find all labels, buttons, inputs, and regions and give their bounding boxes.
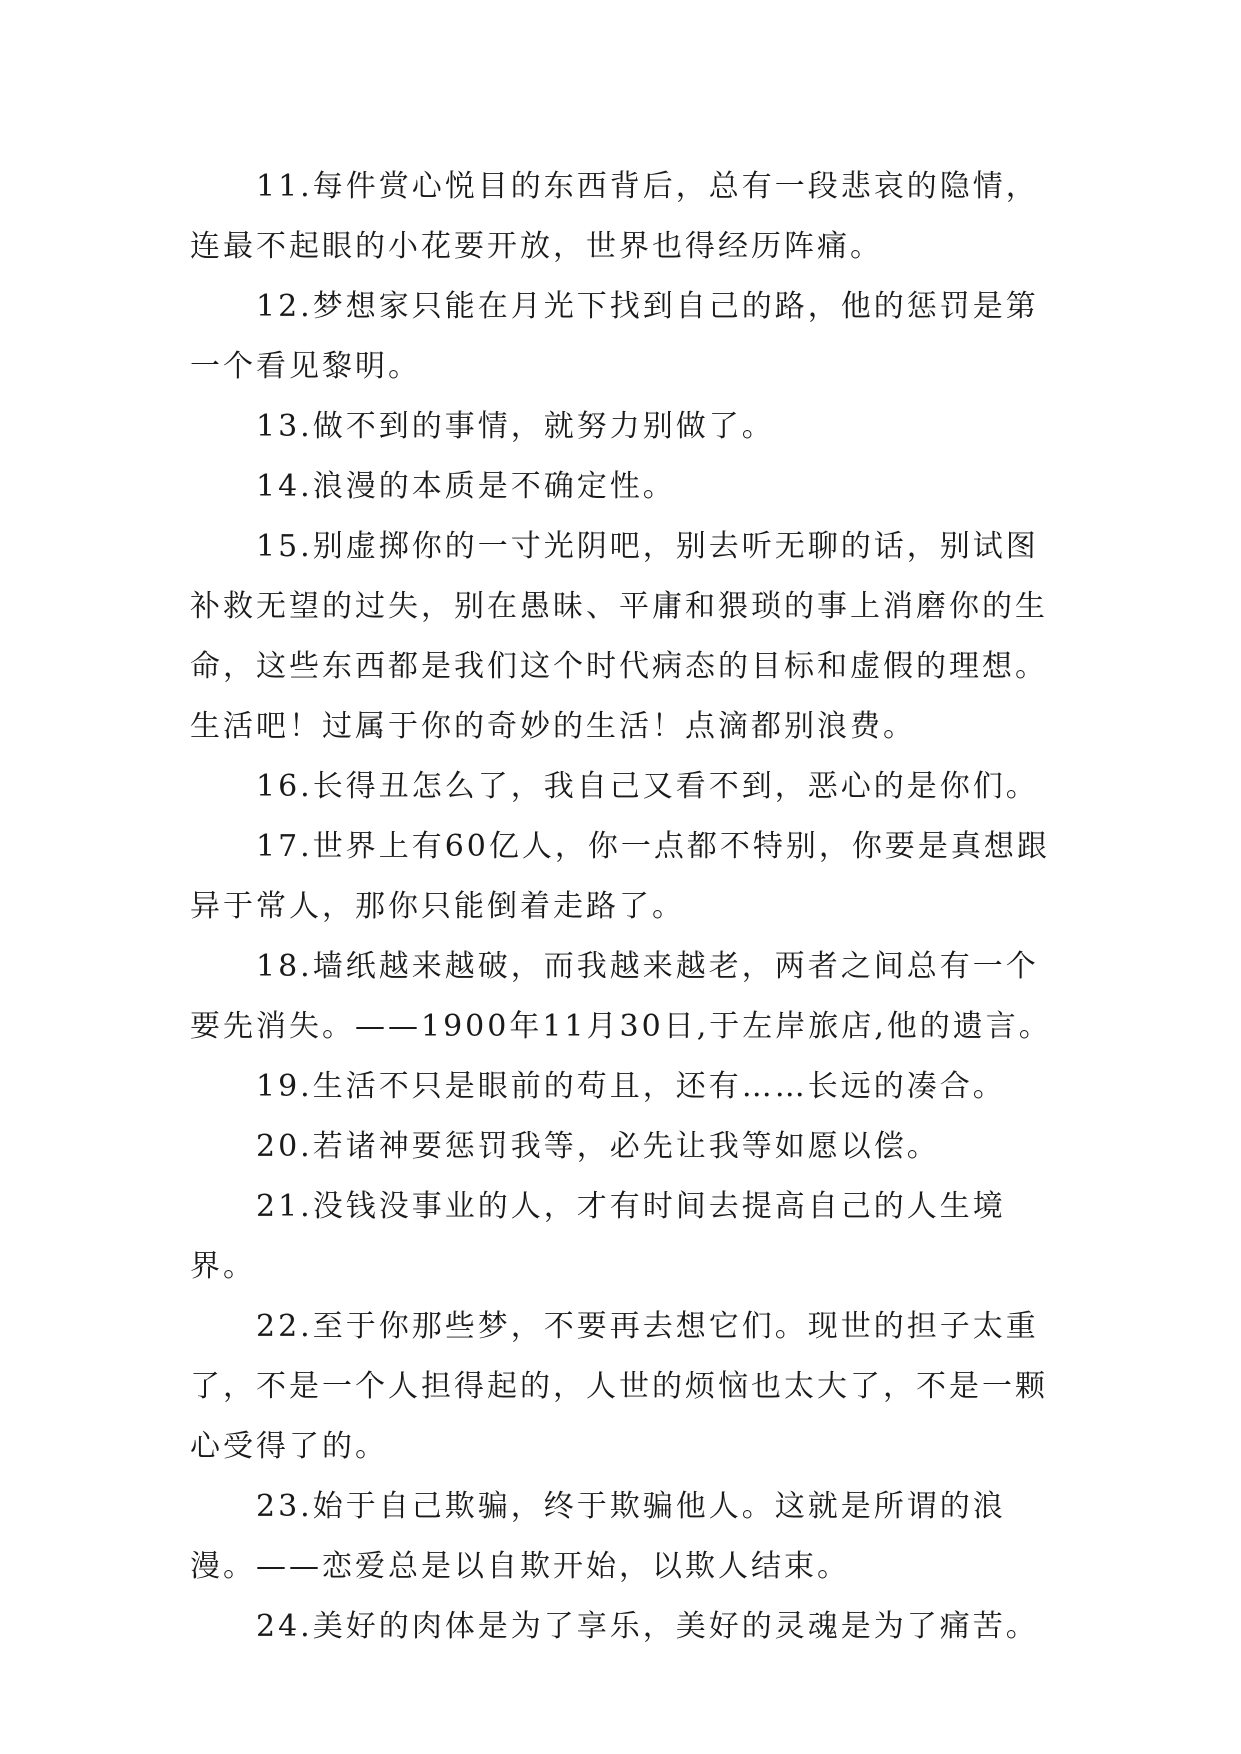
quote-11: 11.每件赏心悦目的东西背后，总有一段悲哀的隐情，连最不起眼的小花要开放，世界也得经历阵痛。 [190,169,1039,264]
quote-22: 22.至于你那些梦，不要再去想它们。现世的担子太重了，不是一个人担得起的，人世的烦恼也太大了，不是一颗心受得了的。 [190,1309,1048,1464]
quote-16: 16.长得丑怎么了，我自己又看不到，恶心的是你们。 [256,769,1039,804]
quote-15: 15.别虚掷你的一寸光阴吧，别去听无聊的话，别试图补救无望的过失，别在愚昧、平庸和猥琐的事上消磨你的生命，这些东西都是我们这个时代病态的目标和虚假的理想。生活吧！过属于你的奇妙的生活！点滴都别浪费。 [190,529,1048,744]
quote-20: 20.若诸神要惩罚我等，必先让我等如愿以偿。 [256,1129,940,1164]
quote-12: 12.梦想家只能在月光下找到自己的路，他的惩罚是第一个看见黎明。 [190,289,1039,384]
quote-21: 21.没钱没事业的人，才有时间去提高自己的人生境界。 [190,1189,1006,1284]
quote-18: 18.墙纸越来越破，而我越来越老，两者之间总有一个要先消失。——1900年11月30日,于左岸旅店,他的遗言。 [190,949,1052,1044]
quote-17: 17.世界上有60亿人，你一点都不特别，你要是真想跟异于常人，那你只能倒着走路了。 [190,829,1050,924]
document-body [190,157,1060,1657]
quote-23: 23.始于自己欺骗，终于欺骗他人。这就是所谓的浪漫。——恋爱总是以自欺开始，以欺人结束。 [190,1489,1006,1584]
quote-14: 14.浪漫的本质是不确定性。 [256,469,676,504]
quote-13: 13.做不到的事情，就努力别做了。 [256,409,775,444]
quote-19: 19.生活不只是眼前的苟且，还有……长远的凑合。 [256,1069,1006,1104]
quote-24: 24.美好的肉体是为了享乐，美好的灵魂是为了痛苦。 [256,1609,1039,1644]
